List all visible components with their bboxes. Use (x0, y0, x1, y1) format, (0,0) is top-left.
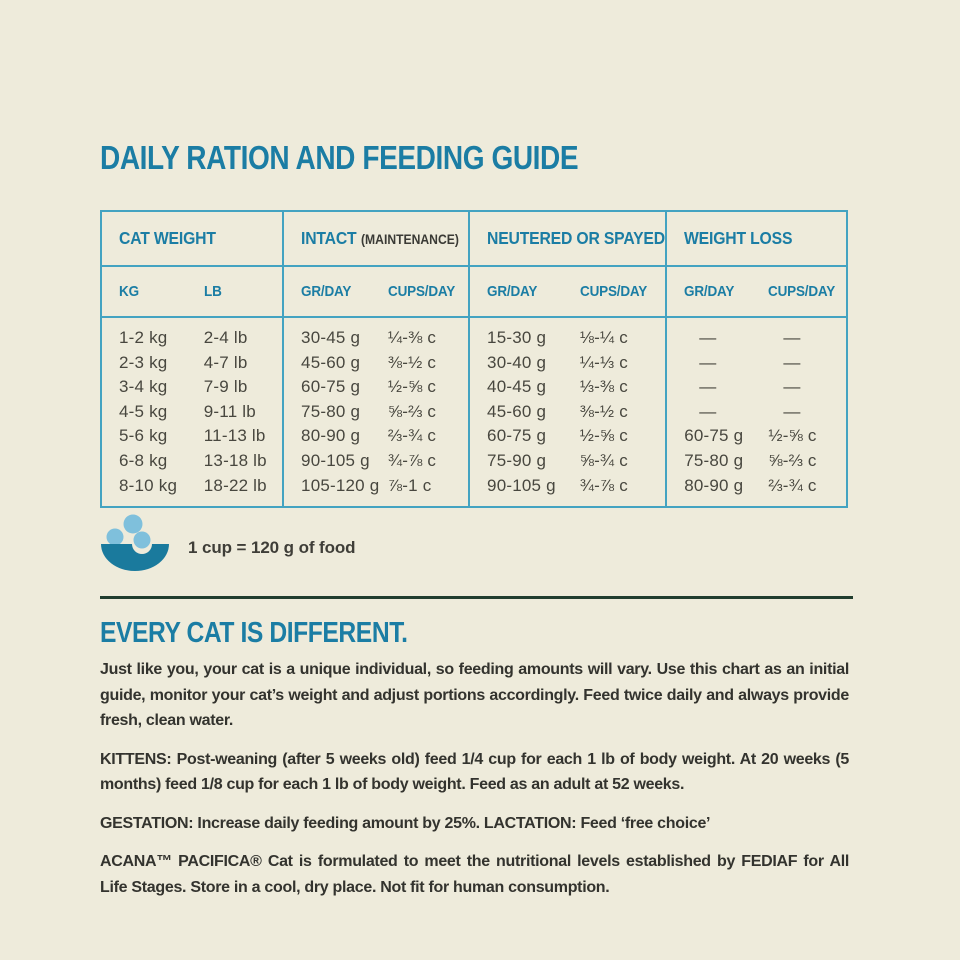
table-row-intact (301, 375, 468, 400)
cell-value: 60-75 g (487, 426, 547, 446)
cell-value: ½-⅝ c (768, 426, 817, 446)
table-row-neutered (487, 449, 665, 474)
cell-value: 80-90 g (684, 475, 744, 495)
cell-value: 90-105 g (487, 475, 556, 495)
cell-value: ¼-⅜ c (387, 328, 437, 347)
header-label: CAT WEIGHT (119, 228, 216, 248)
cell-value: 13-18 lb (203, 450, 267, 470)
cell-value: 5-6 kg (119, 426, 168, 446)
cell-value: 60-75 g (301, 377, 361, 397)
cell-value: — (699, 401, 717, 421)
cell-value: ⅜-½ c (387, 352, 437, 372)
page-title-text: DAILY RATION AND FEEDING GUIDE (100, 139, 579, 176)
table-row-cat-weight (119, 326, 282, 351)
section-heading-text: EVERY CAT IS DIFFERENT. (100, 617, 408, 649)
paragraph-general: Just like you, your cat is a unique individual, so feeding amounts will vary. Use this chart as an initial guide, monitor your cat’s weight and adjust portions accordingly. Feed twice daily and always provide fresh, clean water. (100, 661, 849, 729)
cell-value: — (699, 328, 717, 347)
cell-value: ⅛-¼ c (579, 328, 628, 347)
body-column-cat-weight (102, 318, 282, 506)
table-row-intact (301, 449, 468, 474)
cell-value: ⅝-⅔ c (387, 401, 437, 421)
cell-value: 2-4 lb (203, 328, 248, 347)
cell-value: ½-⅝ c (579, 426, 628, 446)
page-title (100, 139, 663, 177)
cell-value: 80-90 g (301, 426, 361, 446)
subheader-cups-day: CUPS/DAY (387, 283, 455, 300)
subheader-gr-day: GR/DAY (684, 283, 735, 300)
cell-value: 6-8 kg (119, 450, 168, 470)
table-row-weight-loss (684, 400, 846, 425)
table-row-cat-weight (119, 424, 282, 449)
cell-value: 90-105 g (301, 450, 370, 470)
table-row-neutered (487, 424, 665, 449)
subheader-kg: KG (119, 283, 139, 300)
table-body (102, 316, 846, 506)
info-section (100, 617, 849, 913)
table-row-cat-weight (119, 474, 282, 499)
table-row-neutered (487, 400, 665, 425)
cell-value: ¾-⅞ c (387, 450, 437, 470)
table-row-weight-loss (684, 449, 846, 474)
cell-value: ⅔-¾ c (768, 475, 817, 495)
subheader-lb: LB (203, 283, 222, 300)
table-row-neutered (487, 351, 665, 376)
header-neutered (468, 212, 665, 265)
table-row-neutered (487, 326, 665, 351)
cell-value: ⅞-1 c (387, 475, 432, 495)
table-row-neutered (487, 474, 665, 499)
header-intact (282, 212, 468, 265)
cell-value: 1-2 kg (119, 328, 168, 347)
table-row-cat-weight (119, 351, 282, 376)
cell-value: — (783, 401, 801, 421)
subheader-weight-loss (665, 267, 846, 316)
cell-value: 45-60 g (487, 401, 547, 421)
cell-value: 40-45 g (487, 377, 547, 397)
header-label-suffix: (MAINTENANCE) (361, 232, 459, 247)
section-divider (100, 596, 853, 599)
table-row-cat-weight (119, 375, 282, 400)
table-row-cat-weight (119, 449, 282, 474)
cell-value: 60-75 g (684, 426, 744, 446)
header-label: WEIGHT LOSS (684, 228, 793, 248)
subheader-cat-weight (102, 267, 282, 316)
cup-equivalence-note (98, 514, 698, 576)
cell-value: ¼-⅓ c (579, 352, 628, 372)
body-column-neutered (468, 318, 665, 506)
cup-note-text: 1 cup = 120 g of food (188, 538, 356, 557)
cell-value: ⅝-⅔ c (768, 450, 817, 470)
cell-value: 4-5 kg (119, 401, 168, 421)
table-row-intact (301, 424, 468, 449)
table-row-neutered (487, 375, 665, 400)
subheader-cups-day: CUPS/DAY (579, 283, 647, 300)
header-weight-loss (665, 212, 846, 265)
cell-value: ⅜-½ c (579, 401, 628, 421)
cell-value: — (783, 377, 801, 397)
cell-value: — (783, 352, 801, 372)
section-heading (100, 617, 849, 650)
cell-value: 2-3 kg (119, 352, 168, 372)
table-row-weight-loss (684, 326, 846, 351)
cell-value: — (699, 352, 717, 372)
subheader-gr-day: GR/DAY (301, 283, 352, 300)
cell-value: 30-40 g (487, 352, 547, 372)
body-column-weight-loss (665, 318, 846, 506)
table-header-row (102, 212, 846, 265)
table-row-weight-loss (684, 375, 846, 400)
table-row-intact (301, 326, 468, 351)
cell-value: 7-9 lb (203, 377, 248, 397)
cell-value: ½-⅝ c (387, 377, 437, 397)
cell-value: 75-80 g (301, 401, 361, 421)
cell-value: 15-30 g (487, 328, 547, 347)
subheader-intact (282, 267, 468, 316)
header-label: INTACT (301, 228, 357, 248)
cell-value: 18-22 lb (203, 475, 267, 495)
cell-value: 9-11 lb (203, 401, 256, 421)
header-label: NEUTERED OR SPAYED (487, 228, 665, 248)
table-subheader-row (102, 265, 846, 316)
paragraph-gestation-lactation: GESTATION: Increase daily feeding amount by 25%. LACTATION: Feed ‘free choice’ (100, 814, 711, 832)
subheader-cups-day: CUPS/DAY (768, 283, 836, 300)
subheader-neutered (468, 267, 665, 316)
cell-value: 8-10 kg (119, 475, 178, 495)
table-row-weight-loss (684, 351, 846, 376)
paragraph-brand-statement: ACANA™ PACIFICA® Cat is formulated to meet the nutritional levels established by FEDIAF for All Life Stages. Store in a cool, dry place. Not fit for human consumption. (100, 853, 849, 896)
cell-value: 11-13 lb (203, 426, 266, 446)
cell-value: ⅝-¾ c (579, 450, 628, 470)
cell-value: 30-45 g (301, 328, 361, 347)
feeding-table (100, 210, 848, 508)
cell-value: 45-60 g (301, 352, 361, 372)
table-row-weight-loss (684, 474, 846, 499)
cell-value: — (783, 328, 801, 347)
cell-value: ⅔-¾ c (387, 426, 437, 446)
table-row-intact (301, 351, 468, 376)
subheader-gr-day: GR/DAY (487, 283, 538, 300)
food-bowl-icon (98, 514, 172, 576)
body-column-intact (282, 318, 468, 506)
cell-value: ⅓-⅜ c (579, 377, 628, 397)
table-row-intact (301, 474, 468, 499)
cell-value: 4-7 lb (203, 352, 248, 372)
table-row-cat-weight (119, 400, 282, 425)
header-cat-weight (102, 212, 282, 265)
cell-value: — (699, 377, 717, 397)
table-row-weight-loss (684, 424, 846, 449)
cell-value: 75-90 g (487, 450, 547, 470)
cell-value: 75-80 g (684, 450, 744, 470)
cell-value: 3-4 kg (119, 377, 168, 397)
cell-value: ¾-⅞ c (579, 475, 628, 495)
cell-value: 105-120 g (301, 475, 380, 495)
table-row-intact (301, 400, 468, 425)
paragraph-kittens: KITTENS: Post-weaning (after 5 weeks old) feed 1/4 cup for each 1 lb of body weight. At 20 weeks (5 months) feed 1/8 cup for each 1 lb of body weight. Feed as an adult at 52 weeks. (100, 750, 849, 793)
